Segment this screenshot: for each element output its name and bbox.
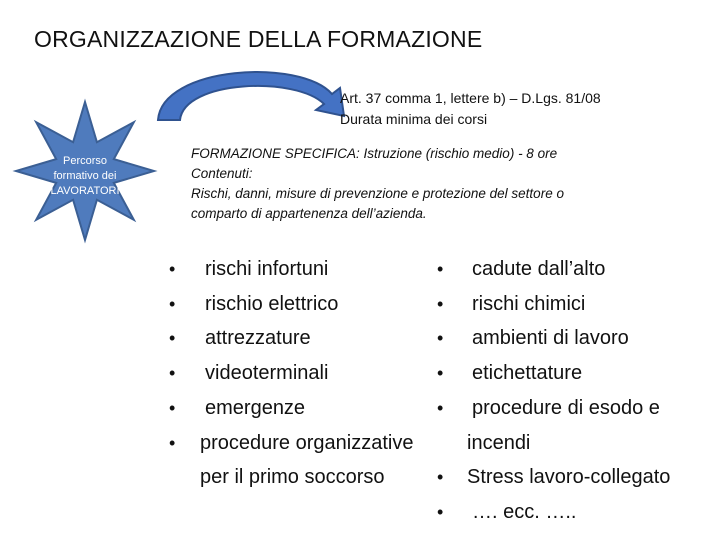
curved-arrow-icon [150,58,350,128]
list-item-text: etichettature [472,362,583,385]
list-item-text: cadute dall’alto [472,258,606,280]
list-item [437,321,720,356]
star-badge-line: Percorso [62,155,108,167]
page-title: ORGANIZZAZIONE DELLA FORMAZIONE [34,26,483,52]
list-item-text-continued: per il primo soccorso [200,466,385,489]
list-item [169,321,459,356]
list-item-text: videoterminali [205,362,329,385]
list-item [169,391,459,426]
list-item [437,391,720,460]
list-item-text: rischio elettrico [205,292,339,315]
star-badge-label [30,154,140,199]
list-item [437,356,720,391]
list-item [437,460,720,495]
list-item-text: emergenze [205,396,306,419]
specific-training-contents: comparto di appartenenza dell’azienda. [191,206,427,221]
bullet-icon: • [169,363,176,384]
specific-training-heading: FORMAZIONE SPECIFICA: Istruzione (rischio medio) - 8 ore [191,146,558,161]
list-item-text: procedure organizzative [200,431,414,454]
list-item-text-continued: incendi [467,431,531,454]
list-item-text: …. ecc. ….. [472,500,577,523]
law-reference [340,88,601,130]
law-reference-duration: Durata minima dei corsi [340,111,488,127]
list-item-text: rischi chimici [472,292,586,315]
list-item [169,252,459,287]
bullet-icon: • [437,501,444,522]
list-item-text: rischi infortuni [205,258,329,280]
bullet-icon: • [437,467,444,488]
bullet-icon: • [169,397,176,418]
law-reference-article: Art. 37 comma 1, lettere b) – D.Lgs. 81/08 [340,90,601,106]
list-item [169,287,459,322]
specific-training-description [191,144,564,224]
bullet-icon: • [437,259,444,279]
list-item-text: Stress lavoro-collegato [467,466,671,489]
bullet-icon: • [437,328,444,349]
bullet-icon: • [437,293,444,314]
specific-training-contents: Rischi, danni, misure di prevenzione e protezione del settore o [191,186,564,201]
list-item [437,495,720,530]
list-item [437,287,720,322]
list-item [169,356,459,391]
bullet-icon: • [169,259,176,279]
topics-list-left [169,252,459,495]
list-item-text: procedure di esodo e [472,396,660,419]
list-item [437,252,720,287]
bullet-icon: • [169,432,176,453]
list-item-text: attrezzature [205,327,311,350]
bullet-icon: • [437,363,444,384]
star-badge-line: formativo dei [53,170,117,182]
topics-list-right [437,252,720,530]
bullet-icon: • [169,293,176,314]
list-item-text: ambienti di lavoro [472,327,629,350]
bullet-icon: • [169,328,176,349]
list-item [169,426,459,495]
star-badge-line: LAVORATORI [50,185,120,197]
specific-training-contents-label: Contenuti: [191,166,253,181]
bullet-icon: • [437,397,444,418]
